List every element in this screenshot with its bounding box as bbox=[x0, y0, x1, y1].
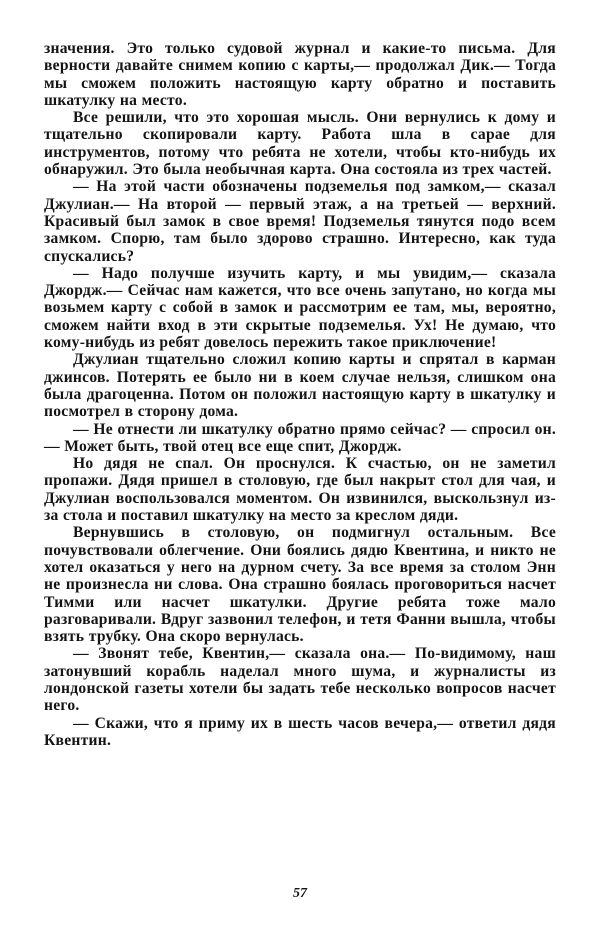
page-text bbox=[44, 40, 556, 749]
paragraph-6: — Не отнести ли шкатулку обратно прямо сейчас? — спросил он.— Может быть, твой отец все еще спит, Джордж. bbox=[44, 420, 556, 455]
paragraph-8: Вернувшись в столовую, он подмигнул остальным. Все почувствовали облегчение. Они боялись дядю Квентина, и никто не хотел оказаться у него на дурном счету. За все время за столом Энн не произнесла ни слова. Она страшно боялась проговориться насчет Тимми или насчет шкатулки. Другие ребята тоже мало разговаривали. Вдруг зазвонил телефон, и тетя Фанни вышла, чтобы взять трубку. Она скоро вернулась. bbox=[44, 524, 556, 646]
paragraph-9: — Звонят тебе, Квентин,— сказала она.— По-видимому, наш затонувший корабль наделал много шума, и журналисты из лондонской газеты хотели бы задать тебе несколько вопросов насчет него. bbox=[44, 645, 556, 715]
paragraph-4: — Надо получше изучить карту, и мы увидим,— сказала Джордж.— Сейчас нам кажется, что все очень запутано, но когда мы возьмем карту с собой в замок и рассмотрим ее там, мы, вероятно, сможем найти вход в эти скрытые подземелья. Ух! Не думаю, что кому-нибудь из ребят довелось пережить такое приключение! bbox=[44, 264, 556, 352]
paragraph-3: — На этой части обозначены подземелья под замком,— сказал Джулиан.— На второй — первый этаж, а на третьей — верхний. Красивый был замок в свое время! Подземелья тянутся подо всем замком. Спорю, там было здорово страшно. Интересно, как туда спускались? bbox=[44, 178, 556, 265]
paragraph-2: Все решили, что это хорошая мысль. Они вернулись к дому и тщательно скопировали карту. Работа шла в сарае для инструментов, потому что ребята не хотели, чтобы кто-нибудь их обнаружил. Это была необычная карта. Она состояла из трех частей. bbox=[44, 109, 556, 179]
paragraph-1: значения. Это только судовой журнал и какие-то письма. Для верности давайте снимем копию с карты,— продолжал Дик.— Тогда мы сможем положить настоящую карту обратно и поставить шкатулку на место. bbox=[44, 40, 556, 109]
paragraph-10: — Скажи, что я приму их в шесть часов вечера,— ответил дядя Квентин. bbox=[44, 714, 556, 749]
paragraph-7: Но дядя не спал. Он проснулся. К счастью, он не заметил пропажи. Дядя пришел в столовую, где был накрыт стол для чая, и Джулиан воспользовался моментом. Он извинился, выскользнул из-за стола и поставил шкатулку на место за креслом дяди. bbox=[44, 455, 556, 525]
page-number: 57 bbox=[293, 886, 307, 901]
paragraph-5: Джулиан тщательно сложил копию карты и спрятал в карман джинсов. Потерять ее было ни в коем случае нельзя, слишком она была драгоценна. Потом он положил настоящую карту в шкатулку и посмотрел в сторону дома. bbox=[44, 351, 556, 421]
